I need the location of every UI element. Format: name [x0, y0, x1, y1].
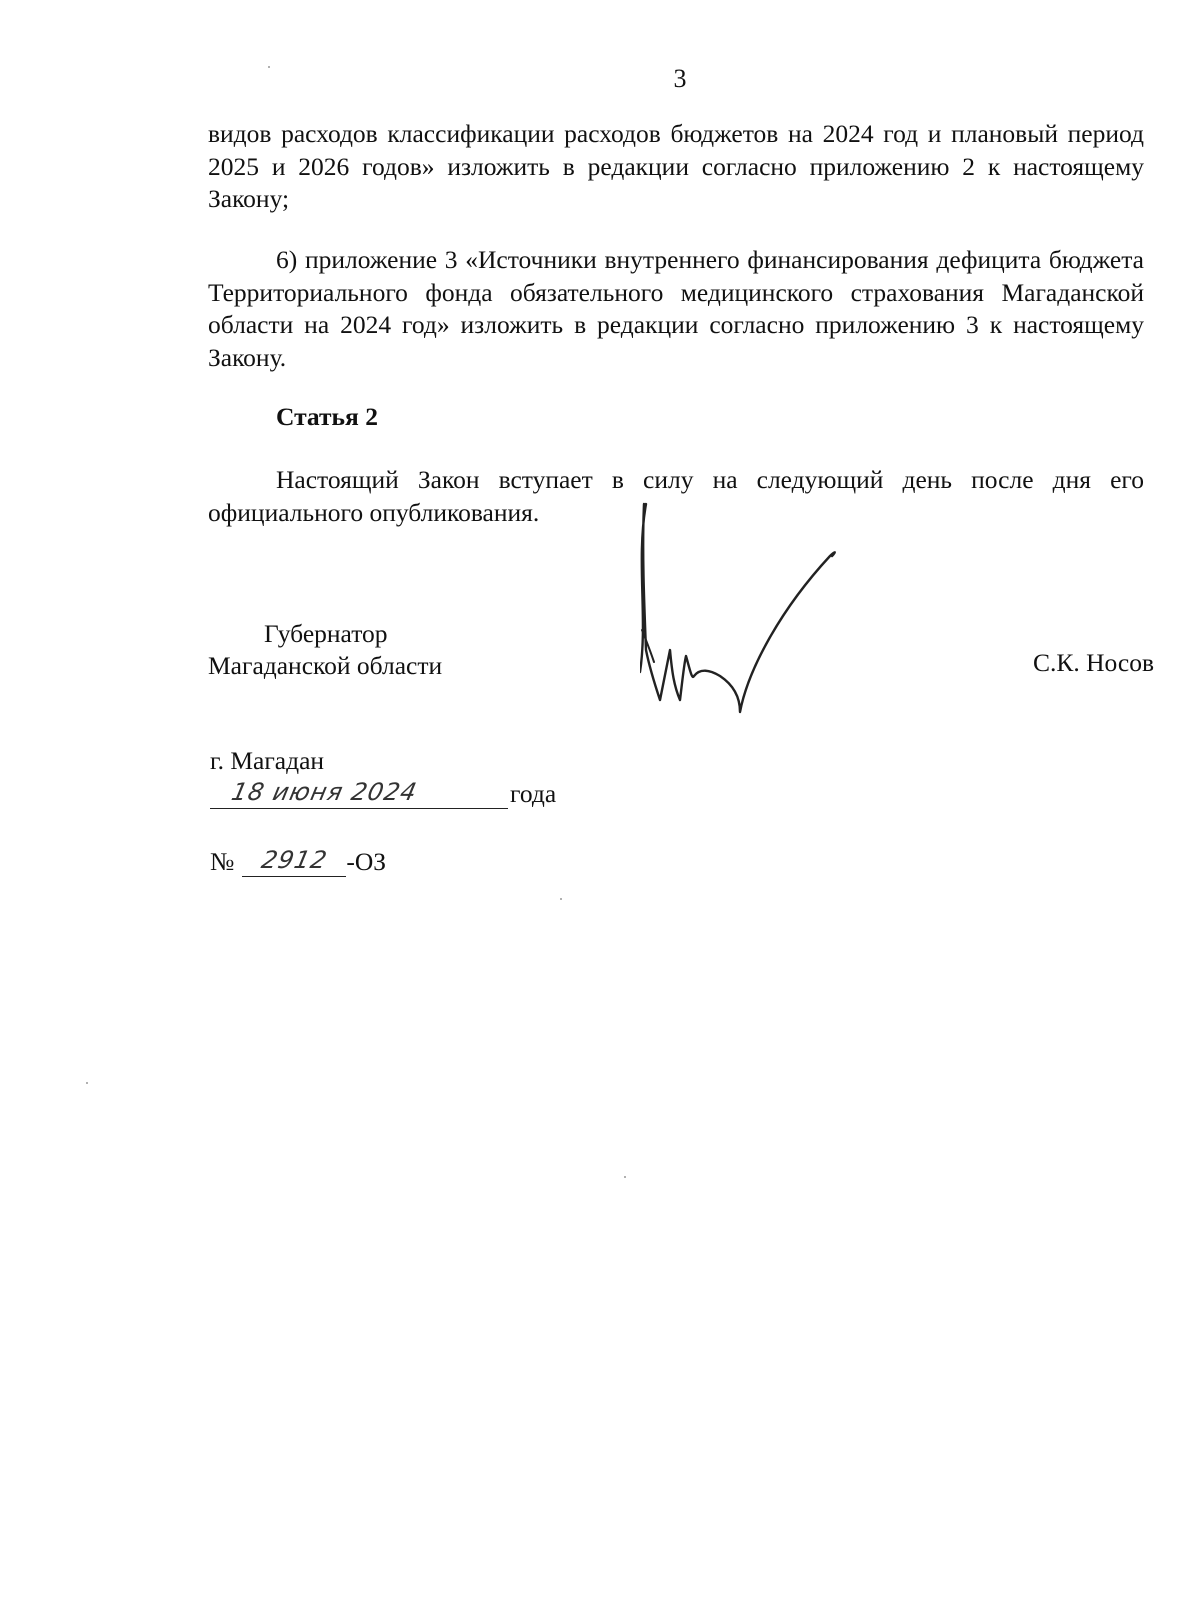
governor-title	[208, 618, 442, 682]
city-label: г. Магадан	[210, 746, 325, 775]
article-heading: Статья 2	[276, 402, 378, 431]
paragraph-item-6: 6) приложение 3 «Источники внутреннего финансирования дефицита бюджета Территориального фонда обязательного медицинского страхования Магаданской области на 2024 год» изложить в редакции согласно приложению 3 к настоящему Закону.	[208, 245, 1144, 372]
governor-title-line2: Магаданской области	[208, 651, 443, 680]
date-blank-field	[210, 778, 508, 809]
scan-speck	[624, 1176, 626, 1178]
date-line	[210, 778, 556, 809]
governor-title-line1: Губернатор	[264, 619, 388, 648]
number-blank-field	[242, 846, 346, 877]
handwritten-signature	[640, 500, 880, 740]
paragraph-article-2: Настоящий Закон вступает в силу на следующий день после дня его официального опубликования.	[208, 465, 1144, 527]
page-number: 3	[673, 64, 687, 93]
handwritten-date: 18 июня 2024	[229, 778, 420, 806]
law-number-line	[210, 846, 386, 877]
number-suffix: -ОЗ	[346, 847, 387, 876]
signer-name: С.К. Носов	[1032, 648, 1154, 677]
scan-speck	[268, 66, 270, 68]
handwritten-number: 2912	[259, 846, 331, 874]
number-sign: №	[210, 847, 235, 876]
paragraph-continuation: видов расходов классификации расходов бюджетов на 2024 год и плановый период 2025 и 2026 годов» изложить в редакции согласно приложению 2 к настоящему Закону;	[208, 119, 1144, 213]
scan-speck	[560, 898, 562, 900]
scan-speck	[86, 1082, 88, 1084]
date-suffix: года	[510, 779, 557, 808]
